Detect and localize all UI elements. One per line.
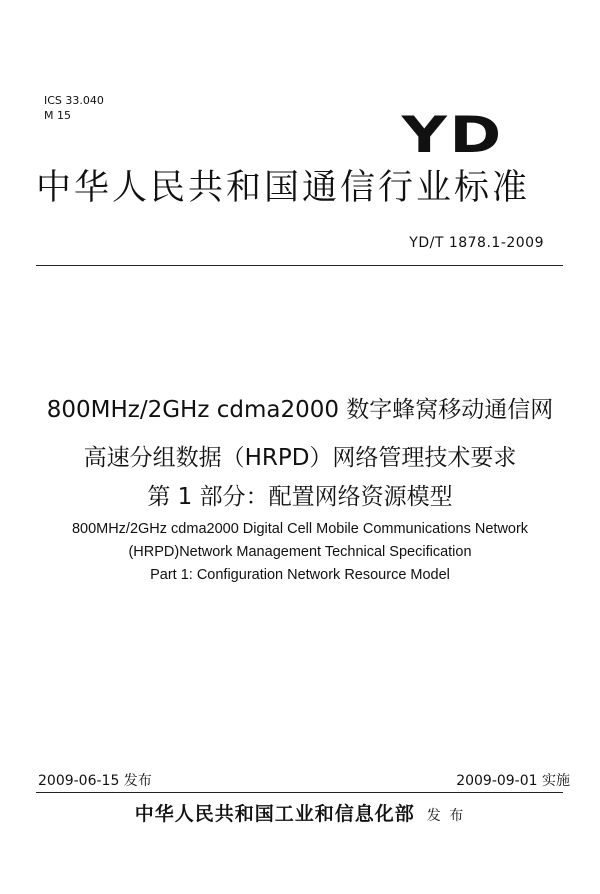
en-title-line-3: Part 1: Configuration Network Resource Model <box>150 567 450 583</box>
footer-divider <box>36 792 563 793</box>
cn-title-line-1: 800MHz/2GHz cdma2000 数字蜂窝移动通信网 <box>46 397 554 423</box>
en-title-line-1: 800MHz/2GHz cdma2000 Digital Cell Mobile Communications Network <box>71 521 529 537</box>
standard-category-title: 中华人民共和国通信行业标准 <box>36 168 531 208</box>
publisher-name: 中华人民共和国工业和信息化部 <box>134 803 415 825</box>
cn-title-line-3: 第 1 部分：配置网络资源模型 <box>147 484 453 510</box>
standard-number: YD/T 1878.1-2009 <box>409 235 544 251</box>
ics-code: ICS 33.040 <box>44 94 104 107</box>
issue-date: 2009-06-15 发布 <box>38 773 152 789</box>
implementation-date: 2009-09-01 实施 <box>456 773 570 789</box>
header-divider <box>36 265 563 266</box>
yd-logo: YD <box>401 106 504 164</box>
classification-code: M 15 <box>44 109 71 122</box>
ics-block <box>44 93 104 123</box>
publisher-suffix: 发 布 <box>426 808 466 824</box>
publisher-line <box>0 799 600 826</box>
cn-title-line-2: 高速分组数据（HRPD）网络管理技术要求 <box>83 445 517 471</box>
en-title-line-2: (HRPD)Network Management Technical Specification <box>128 544 472 560</box>
